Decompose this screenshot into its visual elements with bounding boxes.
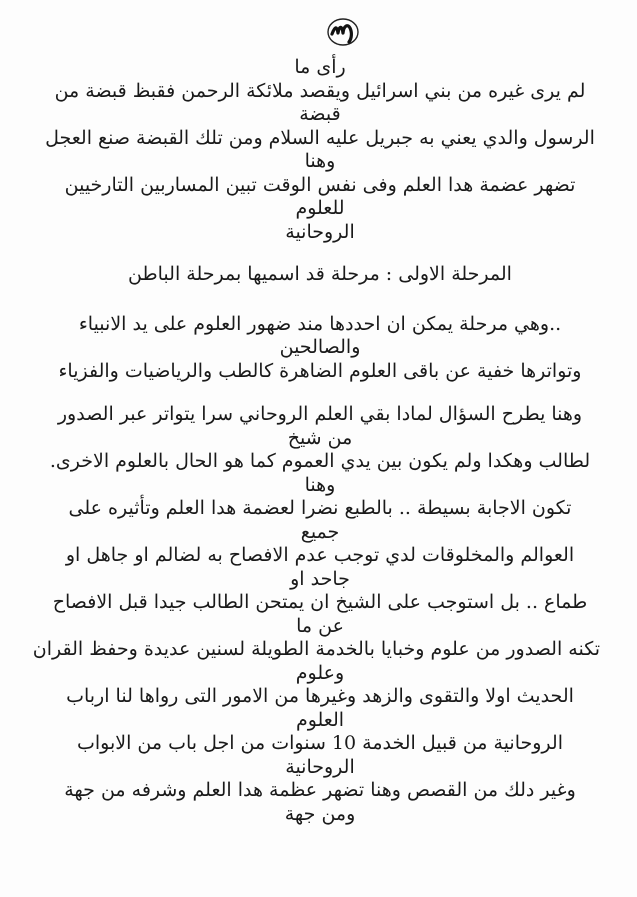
text-line: جميع <box>300 520 340 543</box>
text-line: ..وهي مرحلة يمكن ان احددها مند ضهور العلوم على يد الانبياء <box>78 312 562 335</box>
section-heading-stage-one <box>40 263 600 287</box>
text-line: وغير دلك من القصص وهنا تضهر عظمة هدا العلم وشرفه من جهة <box>64 779 576 801</box>
text-line: الروحانية <box>285 220 355 243</box>
text-line: عن ما <box>296 614 344 637</box>
text-line: تكنه الصدور من علوم وخبايا بالخدمة الطويلة لسنين عديدة وحفظ القران <box>32 638 600 660</box>
text-line: جاحد او <box>290 567 350 590</box>
paragraph-1 <box>40 56 600 244</box>
paragraph-spacer <box>40 383 600 403</box>
text-line: والصالحين <box>279 336 361 358</box>
text-line: قبضة <box>299 103 341 125</box>
text-line: وعلوم <box>295 661 345 684</box>
paragraph-spacer <box>40 287 600 313</box>
text-line: ومن جهة <box>284 802 356 825</box>
text-line: العوالم والمخلوقات لدي توجب عدم الافصاح به لضالم او جاهل او <box>65 544 575 566</box>
text-line: وتواترها خفية عن باقى العلوم الضاهرة كالطب والرياضيات والفزياء <box>58 359 582 382</box>
text-line: وهنا <box>304 150 336 172</box>
text-line: الرسول والدي يعني به جبريل عليه السلام ومن تلك القبضة صنع العجل <box>45 126 595 149</box>
text-line: الحديث اولا والتقوى والزهد وغيرها من الامور التى رواها لنا ارباب <box>66 685 574 707</box>
text-line: العلوم <box>295 708 345 731</box>
paragraph-spacer <box>40 244 600 263</box>
text-line: تكون الاجابة بسيطة .. بالطبع نضرا لعضمة هدا العلم وتأثيره على <box>68 497 572 519</box>
page-number-mark <box>323 14 363 48</box>
paragraph-2 <box>40 313 600 384</box>
text-line: تضهر عضمة هدا العلم وفى نفس الوقت تبين المساربين التارخيين <box>64 173 576 196</box>
text-line: من شيخ <box>287 426 353 449</box>
text-line: طماع .. بل استوجب على الشيخ ان يمتحن الطالب جيدا قبل الافصاح <box>52 591 588 613</box>
handwritten-page-number-icon <box>323 14 363 48</box>
text-line: الروحانية <box>285 755 355 778</box>
text-line: وهنا يطرح السؤال لمادا بقي العلم الروحاني سرا يتواتر عبر الصدور <box>57 403 583 425</box>
heading-line: المرحلة الاولى : مرحلة قد اسميها بمرحلة الباطن <box>128 263 512 285</box>
paragraph-3 <box>32 403 600 826</box>
text-line: وهنا <box>304 473 336 496</box>
text-line: لم يرى غيره من بني اسرائيل ويقصد ملائكة الرحمن فقبظ قبضة من <box>54 79 586 102</box>
text-line: للعلوم <box>295 197 345 219</box>
document-body <box>32 56 600 826</box>
text-line: لطالب وهكدا ولم يكون بين يدي العموم كما هو الحال بالعلوم الاخرى. <box>49 450 591 472</box>
text-line: الروحانية من قبيل الخدمة 10 سنوات من اجل باب من الابواب <box>77 732 563 754</box>
text-line: رأى ما <box>294 56 346 78</box>
